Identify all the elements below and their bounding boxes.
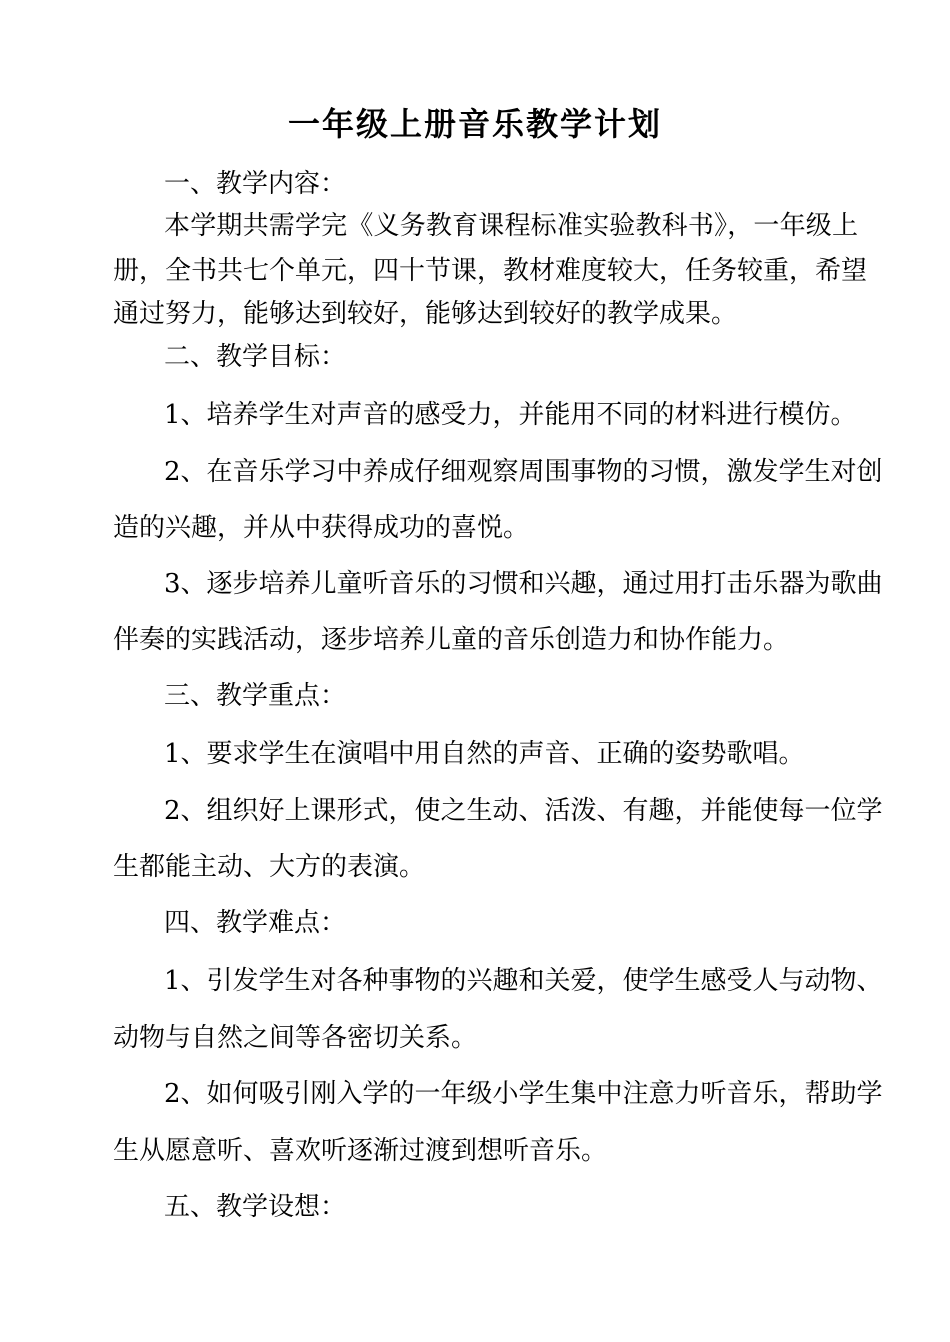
section-heading-difficulties: 四、教学难点： [164,908,347,938]
paragraph-line: 伴奏的实践活动，逐步培养儿童的音乐创造力和协作能力。 [113,625,790,655]
paragraph-line: 册，全书共七个单元，四十节课，教材难度较大，任务较重，希望 [113,256,868,286]
paragraph-line: 本学期共需学完《义务教育课程标准实验教科书》，一年级上 [164,211,858,241]
paragraph-line: 2、在音乐学习中养成仔细观察周围事物的习惯，激发学生对创 [164,457,883,487]
section-heading-content: 一、教学内容： [164,169,347,199]
paragraph-line: 3、逐步培养儿童听音乐的习惯和兴趣，通过用打击乐器为歌曲 [164,569,883,599]
section-heading-goals: 二、教学目标： [164,342,347,372]
paragraph-line: 1、培养学生对声音的感受力，并能用不同的材料进行模仿。 [164,400,857,430]
document-title: 一年级上册音乐教学计划 [287,105,662,143]
section-heading-focus: 三、教学重点： [164,681,347,711]
paragraph-line: 动物与自然之间等各密切关系。 [113,1023,478,1053]
paragraph-line: 1、要求学生在演唱中用自然的声音、正确的姿势歌唱。 [164,739,805,769]
paragraph-line: 通过努力，能够达到较好，能够达到较好的教学成果。 [113,299,738,329]
paragraph-line: 生都能主动、大方的表演。 [113,852,426,882]
section-heading-plan: 五、教学设想： [164,1192,347,1222]
paragraph-line: 生从愿意听、喜欢听逐渐过渡到想听音乐。 [113,1136,608,1166]
paragraph-line: 2、组织好上课形式，使之生动、活泼、有趣，并能使每一位学 [164,796,883,826]
paragraph-line: 2、如何吸引刚入学的一年级小学生集中注意力听音乐，帮助学 [164,1079,883,1109]
paragraph-line: 1、引发学生对各种事物的兴趣和关爱，使学生感受人与动物、 [164,966,883,996]
paragraph-line: 造的兴趣，并从中获得成功的喜悦。 [113,513,530,543]
